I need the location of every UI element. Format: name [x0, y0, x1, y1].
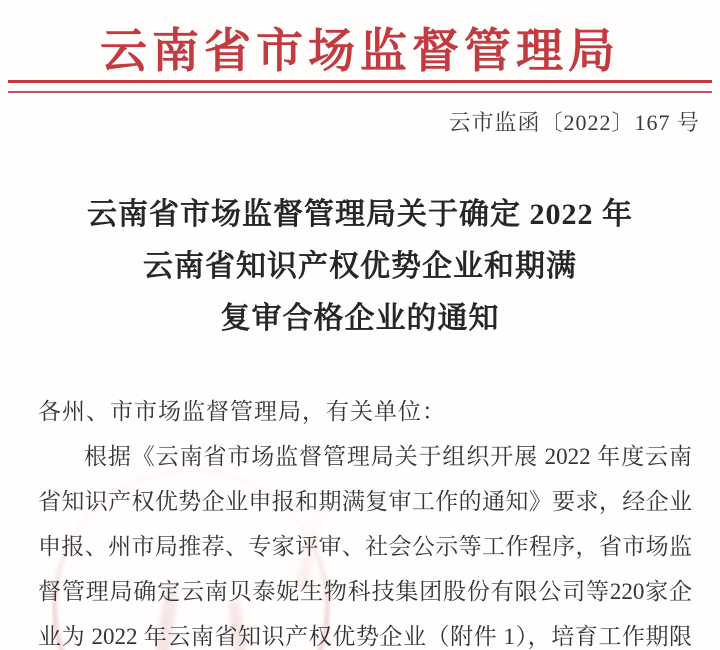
- body-line-2: 省知识产权优势企业申报和期满复审工作的通知》要求，经企业: [38, 489, 692, 514]
- salutation-line: 各州、市市场监督管理局，有关单位：: [38, 399, 446, 424]
- letterhead-rule-bottom: [8, 91, 712, 93]
- title-line-3: 复审合格企业的通知: [220, 302, 500, 335]
- title-line-1: 云南省市场监督管理局关于确定 2022 年: [87, 198, 633, 231]
- body-line-3: 申报、州市局推荐、专家评审、社会公示等工作程序，省市场监: [38, 534, 692, 559]
- title-line-2: 云南省知识产权优势企业和期满: [143, 250, 577, 283]
- letterhead-rule-top: [8, 80, 712, 83]
- document-title: [0, 189, 720, 345]
- document-number: 云市监函〔2022〕167 号: [448, 110, 700, 135]
- body-line-4: 督管理局确定云南贝泰妮生物科技集团股份有限公司等220家企: [38, 579, 692, 604]
- body-line-5: 业为 2022 年云南省知识产权优势企业（附件 1），培育工作期限: [38, 624, 692, 649]
- body-line-1: 根据《云南省市场监督管理局关于组织开展 2022 年度云南: [84, 444, 692, 469]
- document-body: [38, 389, 692, 650]
- letterhead-agency-name: 云南省市场监督管理局: [100, 26, 620, 78]
